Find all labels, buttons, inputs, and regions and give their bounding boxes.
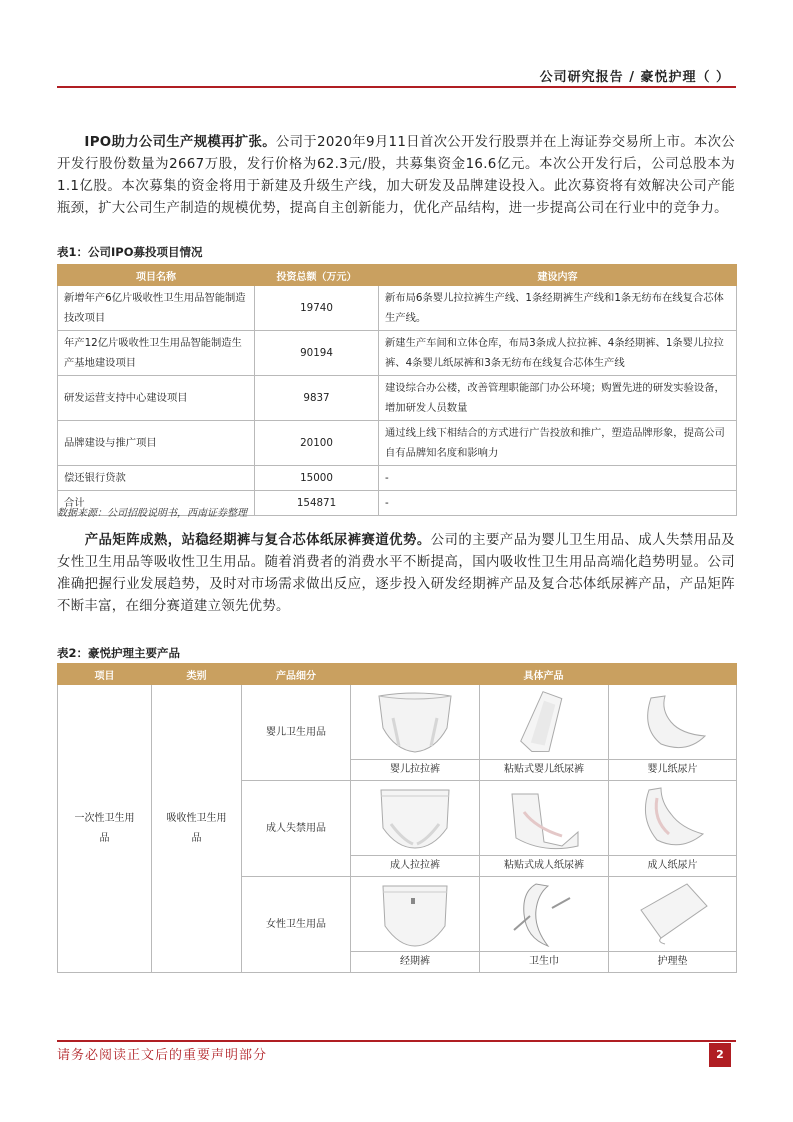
paragraph-ipo-body: 公司于2020年9月11日首次公开发行股票并在上海证券交易所上市。本次公开发行股份数量为2667万股，发行价格为62.3元/股，共募集资金16.6亿元。本次公开发行后，公司总股本为1.1亿股。本次募集的资金将用于新建及升级生产线，加大研发及品牌建设投入。此次募资将有效解决公司产能瓶颈，扩大公司生产制造的规模优势，提高自主创新能力，优化产品结构，进一步提高公司在行业中的竞争力。 <box>57 135 735 216</box>
paragraph-ipo <box>57 132 735 220</box>
col-header-products: 具体产品 <box>351 664 737 685</box>
cell-name: 新增年产6亿片吸收性卫生用品智能制造技改项目 <box>58 286 255 331</box>
table-row <box>58 331 737 376</box>
product-label: 卫生巾 <box>480 952 609 973</box>
col-header-amount: 投资总额（万元） <box>255 265 379 286</box>
col-header-category: 类别 <box>152 664 242 685</box>
header-title: 公司研究报告 / 豪悦护理（ ） <box>539 70 730 85</box>
cell-item: 一次性卫生用品 <box>58 685 152 973</box>
product-label: 婴儿纸尿片 <box>609 760 737 781</box>
cell-segment: 婴儿卫生用品 <box>242 685 351 781</box>
product-image-baby-pullup <box>351 685 480 760</box>
cell-content: 建设综合办公楼，改善管理职能部门办公环境；购置先进的研发实验设备，增加研发人员数量 <box>379 376 737 421</box>
product-label: 粘贴式婴儿纸尿裤 <box>480 760 609 781</box>
footer-rule <box>57 1040 736 1042</box>
table-row <box>58 286 737 331</box>
product-label: 护理垫 <box>609 952 737 973</box>
table-row <box>58 376 737 421</box>
cell-content: - <box>379 466 737 491</box>
table-row <box>58 466 737 491</box>
product-image-sanitary-pad <box>480 877 609 952</box>
cell-content: 新建生产车间和立体仓库，布局3条成人拉拉裤、4条经期裤、1条婴儿拉拉裤、4条婴儿纸尿裤和3条无纺布在线复合芯体生产线 <box>379 331 737 376</box>
cell-amount: 90194 <box>255 331 379 376</box>
cell-name: 研发运营支持中心建设项目 <box>58 376 255 421</box>
page-header <box>57 64 736 88</box>
cell-name: 合计 <box>58 491 255 516</box>
cell-category: 吸收性卫生用品 <box>152 685 242 973</box>
paragraph-products-body: 公司的主要产品为婴儿卫生用品、成人失禁用品及女性卫生用品等吸收性卫生用品。随着消费者的消费水平不断提高，国内吸收性卫生用品高端化趋势明显。公司准确把握行业发展趋势，及时对市场需求做出反应，逐步投入研发经期裤产品及复合芯体纸尿裤产品，产品矩阵不断丰富，在细分赛道建立领先优势。 <box>57 533 735 614</box>
product-label: 成人纸尿片 <box>609 856 737 877</box>
table1-caption: 表1：公司IPO募投项目情况 <box>57 245 203 259</box>
products-table <box>57 663 737 973</box>
table2-caption: 表2：豪悦护理主要产品 <box>57 646 181 660</box>
cell-content: 新布局6条婴儿拉拉裤生产线、1条经期裤生产线和1条无纺布在线复合芯体生产线。 <box>379 286 737 331</box>
paragraph-products-lead: 产品矩阵成熟，站稳经期裤与复合芯体纸尿裤赛道优势。 <box>84 533 431 548</box>
product-image-period-pants <box>351 877 480 952</box>
table1-source: 数据来源：公司招股说明书，西南证券整理 <box>57 508 247 519</box>
col-header-content: 建设内容 <box>379 265 737 286</box>
product-image-care-pad <box>609 877 737 952</box>
cell-name: 品牌建设与推广项目 <box>58 421 255 466</box>
cell-segment: 女性卫生用品 <box>242 877 351 973</box>
product-label: 粘贴式成人纸尿裤 <box>480 856 609 877</box>
product-image-adult-insert <box>609 781 737 856</box>
cell-name: 偿还银行贷款 <box>58 466 255 491</box>
cell-name: 年产12亿片吸收性卫生用品智能制造生产基地建设项目 <box>58 331 255 376</box>
col-header-segment: 产品细分 <box>242 664 351 685</box>
cell-amount: 154871 <box>255 491 379 516</box>
col-header-item: 项目 <box>58 664 152 685</box>
product-label: 婴儿拉拉裤 <box>351 760 480 781</box>
product-label: 成人拉拉裤 <box>351 856 480 877</box>
paragraph-products <box>57 530 735 618</box>
cell-amount: 19740 <box>255 286 379 331</box>
product-label: 经期裤 <box>351 952 480 973</box>
paragraph-ipo-lead: IPO助力公司生产规模再扩张。 <box>84 135 276 150</box>
footer-notice: 请务必阅读正文后的重要声明部分 <box>57 1048 268 1063</box>
col-header-name: 项目名称 <box>58 265 255 286</box>
cell-amount: 20100 <box>255 421 379 466</box>
product-image-baby-taped <box>480 685 609 760</box>
cell-content: - <box>379 491 737 516</box>
product-image-baby-insert <box>609 685 737 760</box>
page-number: 2 <box>709 1043 731 1067</box>
ipo-projects-table <box>57 264 737 516</box>
table-row <box>58 421 737 466</box>
product-image-adult-pullup <box>351 781 480 856</box>
cell-segment: 成人失禁用品 <box>242 781 351 877</box>
product-image-adult-taped <box>480 781 609 856</box>
cell-amount: 9837 <box>255 376 379 421</box>
cell-amount: 15000 <box>255 466 379 491</box>
cell-content: 通过线上线下相结合的方式进行广告投放和推广，塑造品牌形象，提高公司自有品牌知名度和影响力 <box>379 421 737 466</box>
